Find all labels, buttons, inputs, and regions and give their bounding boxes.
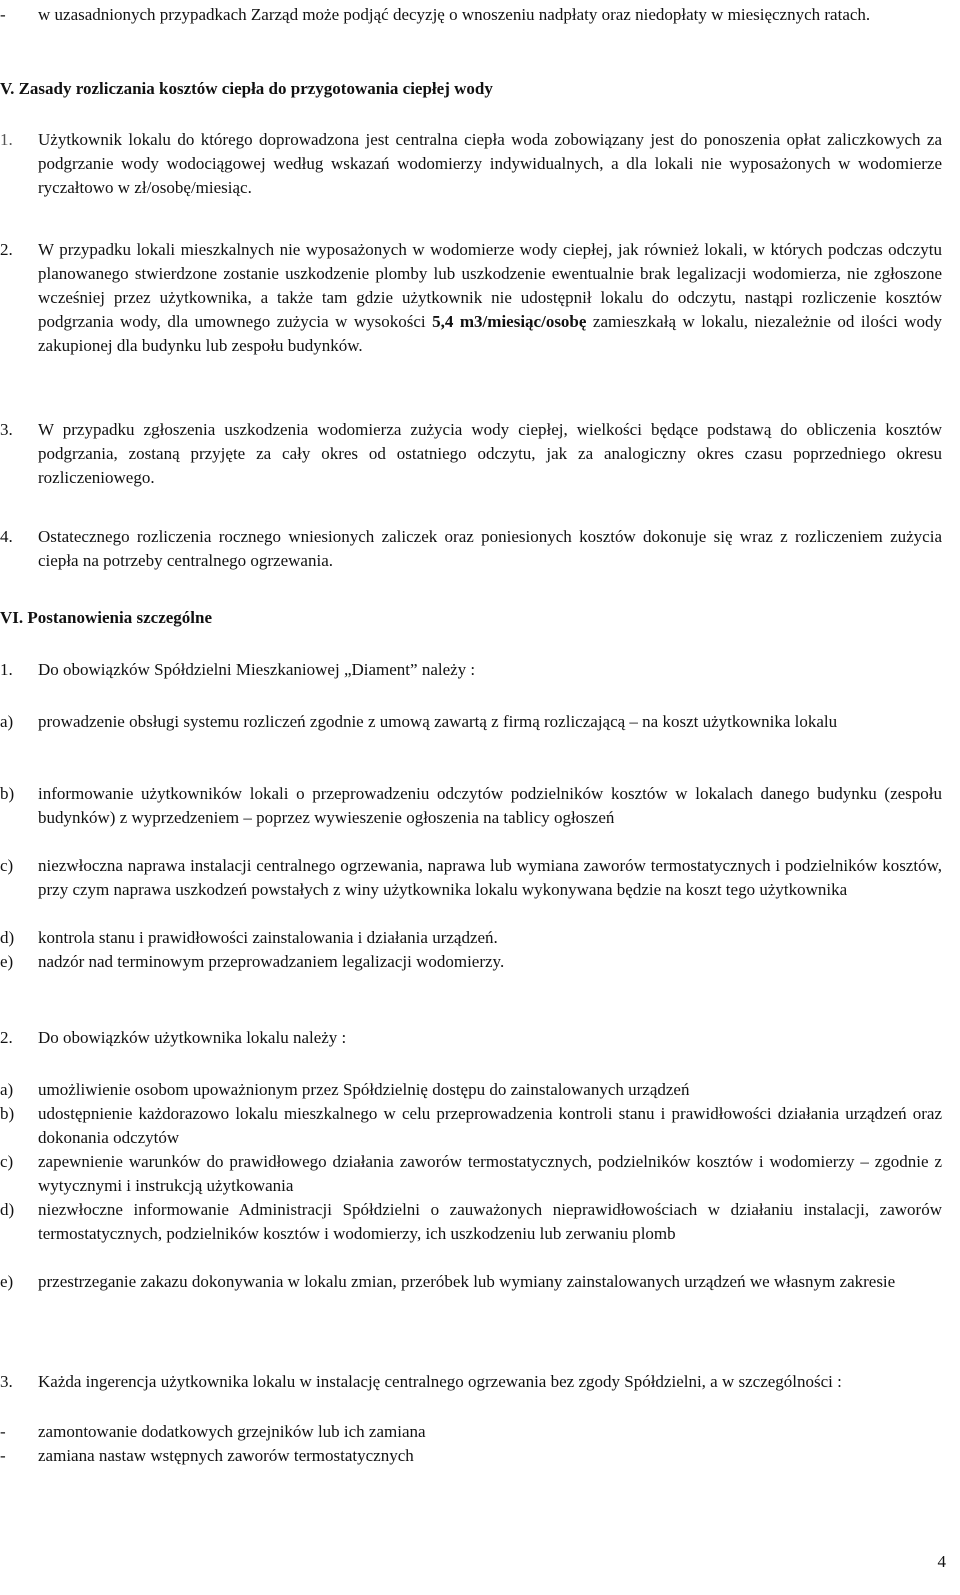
highlight-value: 5,4 m3/miesiąc/osobę <box>432 312 587 331</box>
paragraph <box>0 128 942 200</box>
paragraph <box>0 238 942 358</box>
list-item: - zamiana nastaw wstępnych zaworów termostatycznych <box>0 1446 414 1465</box>
paragraph-text: Do obowiązków użytkownika lokalu należy : <box>38 1028 347 1047</box>
paragraph <box>0 525 942 573</box>
list <box>0 710 942 974</box>
list-item: b) udostępnienie każdorazowo lokalu mieszkalnego w celu przeprowadzenia kontroli stanu i prawidłowości działania urządzeń oraz dokonania odczytów <box>0 1104 942 1147</box>
list <box>0 1420 942 1468</box>
list <box>0 1078 942 1318</box>
paragraph-number: 1. <box>0 130 13 149</box>
paragraph-text: Ostatecznego rozliczenia rocznego wniesionych zaliczek oraz poniesionych kosztów dokonuje się wraz z rozliczeniem zużycia ciepła na potrzeby centralnego ogrzewania. <box>38 527 942 570</box>
paragraph-number: 1. <box>0 660 13 679</box>
section-heading: VI. Postanowienia szczególne <box>0 608 213 627</box>
paragraph <box>0 1370 942 1394</box>
paragraph-text: W przypadku lokali mieszkalnych nie wyposażonych w wodomierze wody ciepłej, jak również lokali, w których podczas odczytu planowanego stwierdzone zostanie uszkodzenie plomby lub uszkodzenie ewentualnie brak legalizacji wodomierza, nie zgłoszone wcześniej przez użytkownika, a także tam gdzie użytkownik nie udostępnił lokalu do odczytu, nastąpi rozliczenie kosztów podgrzania wody, dla umownego zużycia w wysokości 5,4 m3/miesiąc/osobę zamieszkałą w lokalu, niezależnie od ilości wody zakupionej dla budynku lub zespołu budynków. <box>38 240 942 355</box>
list-item-text: w uzasadnionych przypadkach Zarząd może podjąć decyzję o wnoszeniu nadpłaty oraz niedopłaty w miesięcznych ratach. <box>38 5 871 24</box>
paragraph-number: 2. <box>0 1028 13 1047</box>
list-item: a) prowadzenie obsługi systemu rozliczeń zgodnie z umową zawartą z firmą rozliczającą – na koszt użytkownika lokalu <box>0 712 838 731</box>
list-item: d) niezwłoczne informowanie Administracji Spółdzielni o zauważonych nieprawidłowościach w działaniu instalacji, zaworów termostatycznych, podzielników kosztów i wodomierzy, ich uszkodzeniu lub zerwaniu plomb <box>0 1200 942 1243</box>
section-heading: V. Zasady rozliczania kosztów ciepła do przygotowania ciepłej wody <box>0 79 493 98</box>
paragraph-number: 4. <box>0 527 13 546</box>
list-item: e) nadzór nad terminowym przeprowadzaniem legalizacji wodomierzy. <box>0 952 505 971</box>
paragraph-text: Do obowiązków Spółdzielni Mieszkaniowej „Diament” należy : <box>38 660 476 679</box>
paragraph-number: 3. <box>0 420 13 439</box>
list-item: d) kontrola stanu i prawidłowości zainstalowania i działania urządzeń. <box>0 928 498 947</box>
list-item: c) zapewnienie warunków do prawidłowego działania zaworów termostatycznych, podzielników kosztów i wodomierzy – zgodnie z wytycznymi i instrukcją użytkowania <box>0 1152 942 1195</box>
paragraph <box>0 418 942 490</box>
paragraph <box>0 658 942 682</box>
paragraph-number: 2. <box>0 240 13 259</box>
page-number: 4 <box>937 1552 946 1571</box>
list-item <box>0 3 942 27</box>
paragraph-number: 3. <box>0 1372 13 1391</box>
paragraph-text: Użytkownik lokalu do którego doprowadzona jest centralna ciepła woda zobowiązany jest do ponoszenia opłat zaliczkowych za podgrzanie wody wodociągowej według wskazań wodomierzy indywidualnych, a dla lokali nie wyposażonych w wodomierze ryczałtowo w zł/osobę/miesiąc. <box>38 130 942 197</box>
list-item: b) informowanie użytkowników lokali o przeprowadzeniu odczytów podzielników kosztów w lokalach danego budynku (zespołu budynków) z wyprzedzeniem – poprzez wywieszenie ogłoszenia na tablicy ogłoszeń <box>0 784 942 827</box>
list-item: - zamontowanie dodatkowych grzejników lub ich zamiana <box>0 1422 426 1441</box>
paragraph-text: Każda ingerencja użytkownika lokalu w instalację centralnego ogrzewania bez zgody Spółdzielni, a w szczególności : <box>38 1372 842 1391</box>
paragraph <box>0 1026 942 1050</box>
paragraph-text: W przypadku zgłoszenia uszkodzenia wodomierza zużycia wody ciepłej, wielkości będące podstawą do obliczenia kosztów podgrzania, zostaną przyjęte za cały okres od ostatniego odczytu, jak za analogiczny okres czasu poprzedniego okresu rozliczeniowego. <box>38 420 942 487</box>
list-item: a) umożliwienie osobom upoważnionym przez Spółdzielnię dostępu do zainstalowanych urządzeń <box>0 1080 690 1099</box>
list-item: e) przestrzeganie zakazu dokonywania w lokalu zmian, przeróbek lub wymiany zainstalowanych urządzeń we własnym zakresie <box>0 1272 896 1291</box>
list-marker: - <box>0 5 6 24</box>
list-item: c) niezwłoczna naprawa instalacji centralnego ogrzewania, naprawa lub wymiana zaworów termostatycznych i podzielników kosztów, przy czym naprawa uszkodzeń powstałych z winy użytkownika lokalu wykonywana będzie na koszt tego użytkownika <box>0 856 942 899</box>
